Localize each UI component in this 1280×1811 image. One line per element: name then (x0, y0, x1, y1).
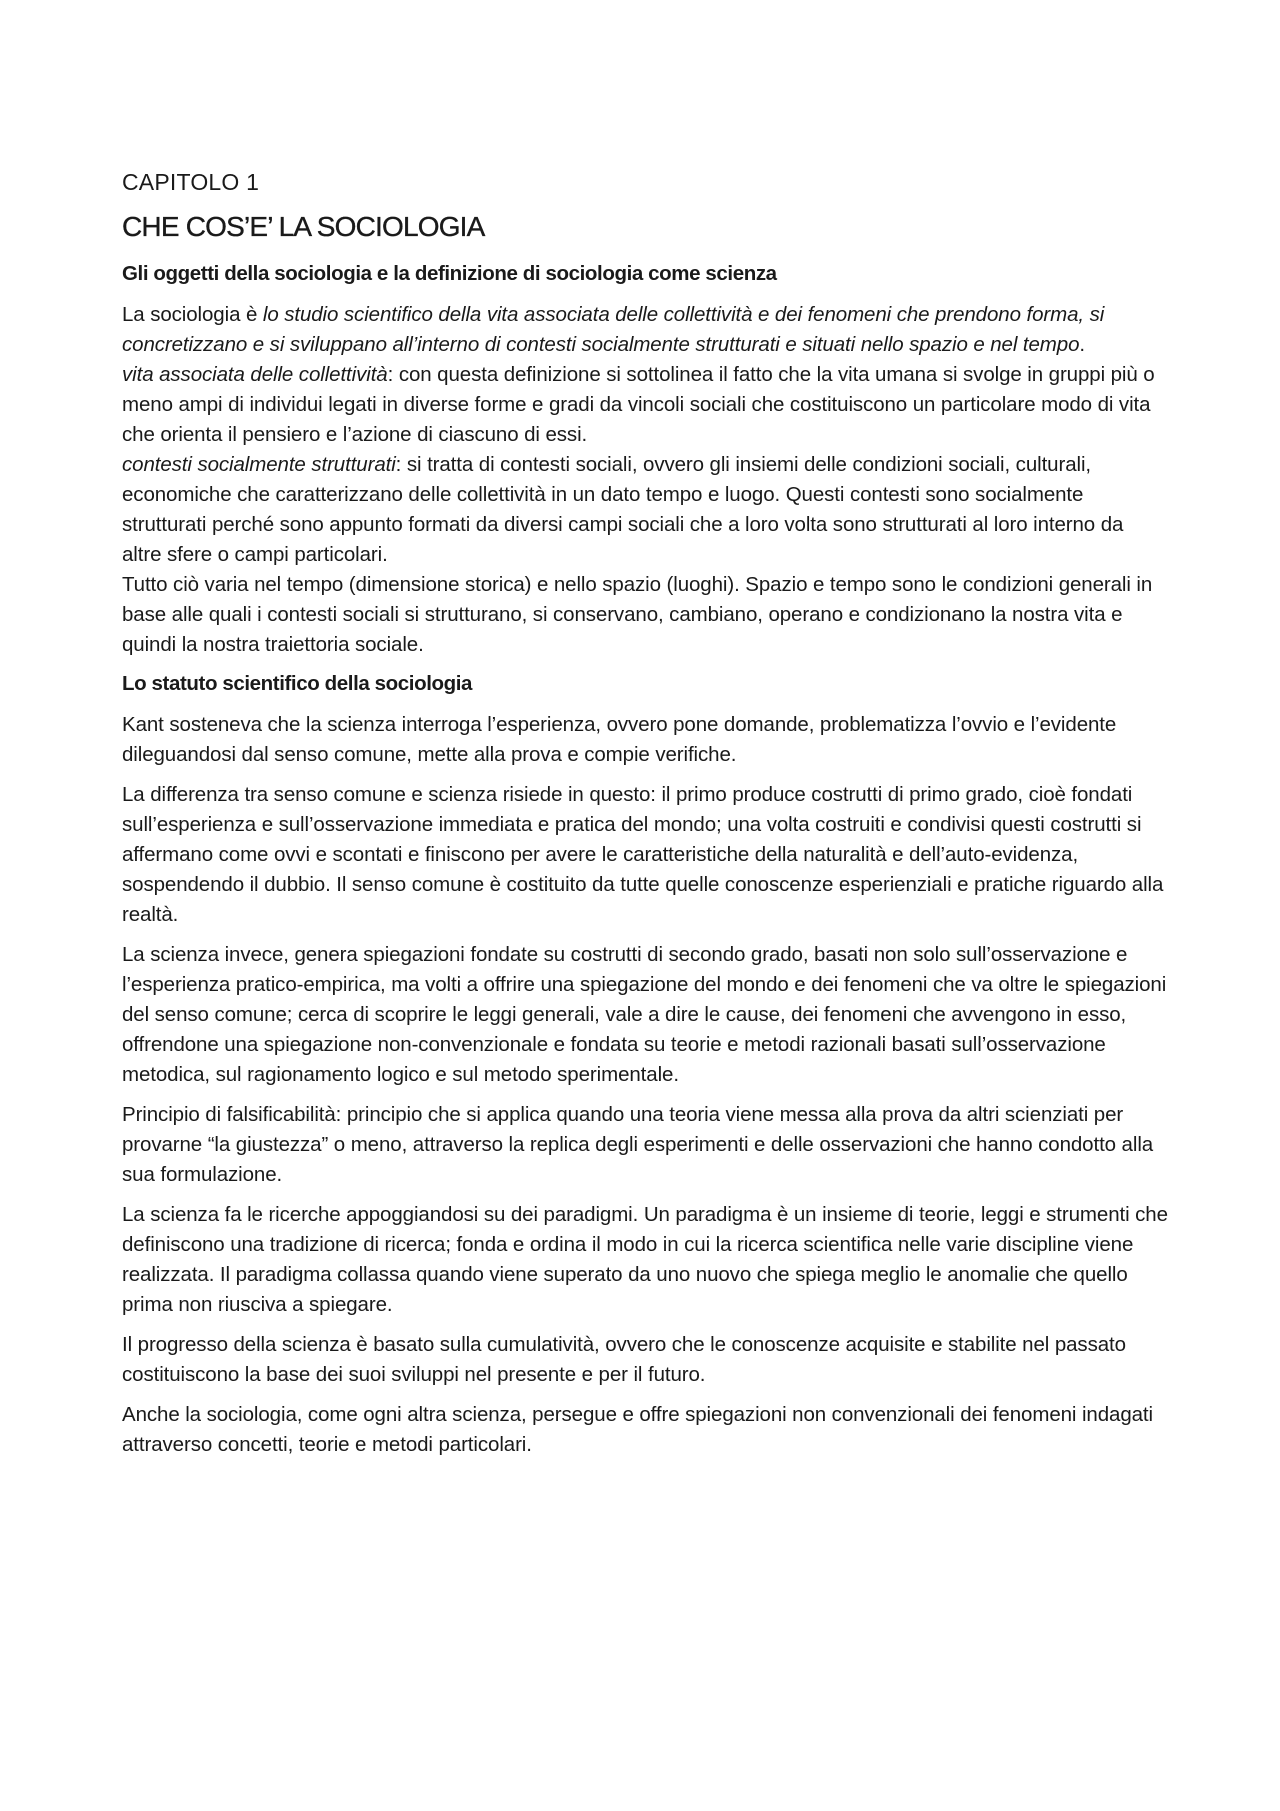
vita-associata-paragraph (122, 360, 1168, 450)
section-heading-oggetti: Gli oggetti della sociologia e la definizione di sociologia come scienza (122, 262, 777, 285)
paragraph-falsificabilita: Principio di falsificabilità: principio che si applica quando una teoria viene messa alla prova da altri scienziati per provarne “la giustezza” o meno, attraverso la replica degli esperimenti e delle osservazioni che hanno condotto alla sua formulazione. (122, 1103, 1154, 1186)
definition-paragraph (122, 300, 1168, 360)
chapter-title: CHE COS’E’ LA SOCIOLOGIA (122, 211, 485, 242)
paragraph-sociologia: Anche la sociologia, come ogni altra scienza, persegue e offre spiegazioni non convenzionali dei fenomeni indagati attraverso concetti, teorie e metodi particolari. (122, 1403, 1153, 1456)
contesti-text: : si tratta di contesti sociali, ovvero gli insiemi delle condizioni sociali, culturali, economiche che caratterizzano delle collettività in un dato tempo e luogo. Questi contesti sono socialmente strutturati perché sono appunto formati da diversi campi sociali che a loro volta sono strutturati al loro interno da altre sfere o campi particolari. (122, 453, 1124, 566)
vita-associata-term: vita associata delle collettività (122, 363, 388, 386)
contesti-paragraph (122, 450, 1168, 570)
vita-associata-text: : con questa definizione si sottolinea il fatto che la vita umana si svolge in gruppi più o meno ampi di individui legati in diverse forme e gradi da vincoli sociali che costituiscono un particolare modo di vita che orienta il pensiero e l’azione di ciascuno di essi. (122, 363, 1155, 446)
paragraph-kant: Kant sosteneva che la scienza interroga l’esperienza, ovvero pone domande, problematizza l’ovvio e l’evidente dileguandosi dal senso comune, mette alla prova e compie verifiche. (122, 713, 1117, 766)
spazio-tempo-paragraph: Tutto ciò varia nel tempo (dimensione storica) e nello spazio (luoghi). Spazio e tempo sono le condizioni generali in base alle quali i contesti sociali si strutturano, si conservano, cambiano, operano e condizionano la nostra vita e quindi la nostra traiettoria sociale. (122, 573, 1153, 656)
paragraph-senso-comune: La differenza tra senso comune e scienza risiede in questo: il primo produce costrutti di primo grado, cioè fondati sull’esperienza e sull’osservazione immediata e pratica del mondo; una volta costruiti e condivisi questi costrutti si affermano come ovvi e scontati e finiscono per avere le caratteristiche della naturalità e dell’auto-evidenza, sospendendo il dubbio. Il senso comune è costituito da tutte quelle conoscenze esperienziali e pratiche riguardo alla realtà. (122, 783, 1164, 926)
paragraph-cumulativita: Il progresso della scienza è basato sulla cumulatività, ovvero che le conoscenze acquisite e stabilite nel passato costituiscono la base dei suoi sviluppi nel presente e per il futuro. (122, 1333, 1126, 1386)
definition-italic: lo studio scientifico della vita associata delle collettività e dei fenomeni che prendono forma, si concretizzano e si sviluppano all’interno di contesti socialmente strutturati e situati nello spazio e nel tempo (122, 303, 1105, 356)
document-page (122, 168, 1168, 1470)
paragraph-paradigmi: La scienza fa le ricerche appoggiandosi su dei paradigmi. Un paradigma è un insieme di teorie, leggi e strumenti che definiscono una tradizione di ricerca; fonda e ordina il modo in cui la ricerca scientifica nelle varie discipline viene realizzata. Il paradigma collassa quando viene superato da uno nuovo che spiega meglio le anomalie che quello prima non riusciva a spiegare. (122, 1203, 1168, 1316)
section-heading-statuto: Lo statuto scientifico della sociologia (122, 672, 473, 695)
definition-lead: La sociologia è (122, 303, 263, 326)
paragraph-scienza: La scienza invece, genera spiegazioni fondate su costrutti di secondo grado, basati non solo sull’osservazione e l’esperienza pratico-empirica, ma volti a offrire una spiegazione del mondo e dei fenomeni che va oltre le spiegazioni del senso comune; cerca di scoprire le leggi generali, vale a dire le cause, dei fenomeni che avvengono in esso, offrendone una spiegazione non-convenzionale e fondata su teorie e metodi razionali basati sull’osservazione metodica, sul ragionamento logico e sul metodo sperimentale. (122, 943, 1167, 1086)
definition-end: . (1079, 333, 1085, 356)
chapter-label: CAPITOLO 1 (122, 169, 260, 195)
contesti-term: contesti socialmente strutturati (122, 453, 396, 476)
